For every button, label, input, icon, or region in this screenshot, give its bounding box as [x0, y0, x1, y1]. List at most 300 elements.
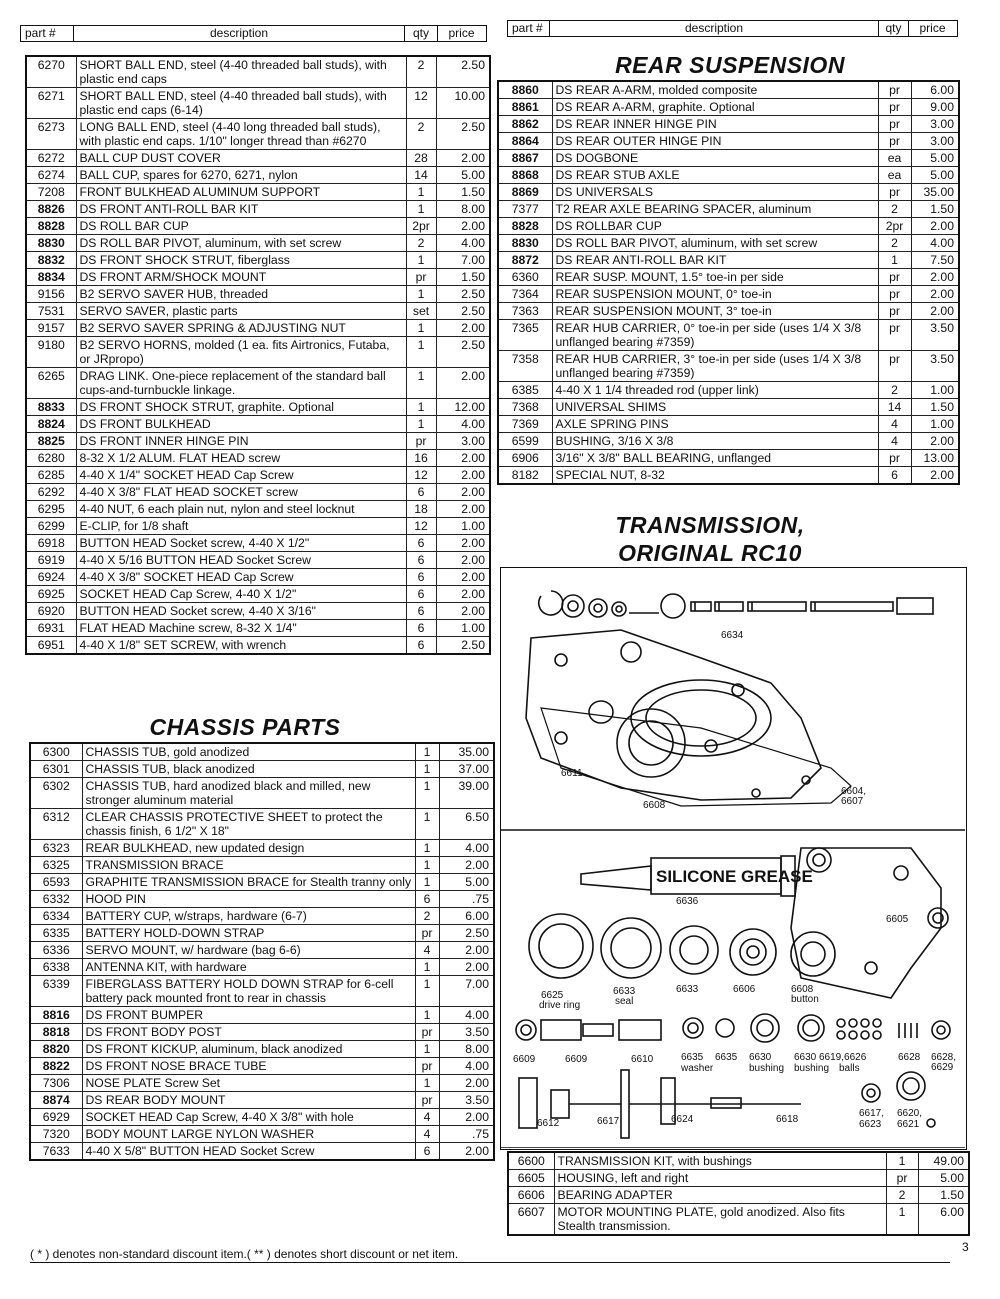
table-row	[498, 81, 959, 99]
part-number: 6273	[26, 119, 76, 150]
table-row	[498, 269, 959, 286]
description: DS FRONT BULKHEAD	[76, 416, 406, 433]
label-6617: 6617	[597, 1116, 620, 1127]
table-row	[26, 286, 490, 303]
quantity: 1	[415, 1007, 439, 1024]
description: DS FRONT ANTI-ROLL BAR KIT	[76, 201, 406, 218]
description: DS REAR OUTER HINGE PIN	[552, 133, 878, 150]
quantity: pr	[886, 1170, 918, 1187]
description: 4-40 X 1/4" SOCKET HEAD Cap Screw	[76, 467, 406, 484]
table-row	[26, 586, 490, 603]
left-column-header	[20, 25, 487, 42]
price: 3.50	[439, 1024, 494, 1041]
price: 1.00	[436, 620, 490, 637]
table-row	[498, 467, 959, 485]
part-number: 7369	[498, 416, 552, 433]
table-row	[26, 320, 490, 337]
price: 5.00	[439, 874, 494, 891]
part-number: 7320	[30, 1126, 82, 1143]
price: 3.50	[911, 320, 959, 351]
table-row	[30, 1075, 494, 1092]
price: 1.00	[911, 416, 959, 433]
table-row	[498, 416, 959, 433]
table-row	[508, 1187, 969, 1204]
table-row	[26, 269, 490, 286]
part-number: 7364	[498, 286, 552, 303]
quantity: 1	[415, 857, 439, 874]
description: BUSHING, 3/16 X 3/8	[552, 433, 878, 450]
quantity: 12	[406, 88, 436, 119]
table-row	[26, 235, 490, 252]
quantity: 1	[406, 320, 436, 337]
part-number: 6265	[26, 368, 76, 399]
description: DS UNIVERSALS	[552, 184, 878, 201]
description: BUTTON HEAD Socket screw, 4-40 X 3/16"	[76, 603, 406, 620]
part-number: 7363	[498, 303, 552, 320]
price: 39.00	[439, 778, 494, 809]
parts-table-chassis	[29, 742, 495, 1161]
table-row	[26, 518, 490, 535]
price: 2.50	[436, 286, 490, 303]
table-row	[30, 778, 494, 809]
quantity: pr	[415, 1092, 439, 1109]
table-row	[26, 337, 490, 368]
table-row	[26, 450, 490, 467]
table-row	[26, 201, 490, 218]
price: 6.50	[439, 809, 494, 840]
label-6608-button: 6608	[791, 984, 814, 995]
price: 7.00	[439, 976, 494, 1007]
description: SPECIAL NUT, 8-32	[552, 467, 878, 485]
label-6621: 6621	[897, 1119, 920, 1130]
price: 5.00	[911, 167, 959, 184]
label-bushing-b: bushing	[794, 1063, 830, 1074]
description: DS FRONT ARM/SHOCK MOUNT	[76, 269, 406, 286]
price: 4.00	[436, 235, 490, 252]
part-number: 6951	[26, 637, 76, 655]
table-row	[26, 88, 490, 119]
quantity: pr	[406, 433, 436, 450]
part-number: 6285	[26, 467, 76, 484]
header-qty: qty	[405, 26, 438, 41]
right-column-header	[507, 20, 958, 37]
quantity: 28	[406, 150, 436, 167]
part-number: 9157	[26, 320, 76, 337]
quantity: 2	[878, 382, 911, 399]
price: 1.50	[918, 1187, 969, 1204]
price: 3.00	[436, 433, 490, 450]
quantity: 2	[886, 1187, 918, 1204]
table-row	[30, 1007, 494, 1024]
price: 2.00	[436, 218, 490, 235]
description: DS ROLL BAR PIVOT, aluminum, with set screw	[76, 235, 406, 252]
price: 2.00	[439, 942, 494, 959]
table-row	[30, 942, 494, 959]
description: B2 SERVO SAVER SPRING & ADJUSTING NUT	[76, 320, 406, 337]
part-number: 6280	[26, 450, 76, 467]
price: 2.00	[911, 303, 959, 320]
description: DS FRONT NOSE BRACE TUBE	[82, 1058, 415, 1075]
quantity: 2pr	[878, 218, 911, 235]
description: B2 SERVO HORNS, molded (1 ea. fits Airtronics, Futaba, or JRpropo)	[76, 337, 406, 368]
description: 4-40 NUT, 6 each plain nut, nylon and steel locknut	[76, 501, 406, 518]
part-number: 6919	[26, 552, 76, 569]
table-row	[498, 150, 959, 167]
part-number: 8860	[498, 81, 552, 99]
label-6618: 6618	[776, 1114, 799, 1125]
quantity: 6	[406, 569, 436, 586]
price: 49.00	[918, 1152, 969, 1170]
description: HOOD PIN	[82, 891, 415, 908]
quantity: 6	[406, 603, 436, 620]
part-number: 7208	[26, 184, 76, 201]
quantity: 1	[406, 252, 436, 269]
table-row	[30, 891, 494, 908]
part-number: 6299	[26, 518, 76, 535]
part-number: 6339	[30, 976, 82, 1007]
table-row	[26, 184, 490, 201]
table-row	[30, 1126, 494, 1143]
header-part: part #	[508, 21, 550, 36]
label-6635-b: 6635	[715, 1052, 738, 1063]
label-6625: 6625	[541, 990, 564, 1001]
label-6629: 6629	[931, 1062, 954, 1073]
price: 35.00	[911, 184, 959, 201]
price: 6.00	[918, 1204, 969, 1236]
label-6605: 6605	[886, 914, 909, 925]
price: 2.50	[439, 925, 494, 942]
table-row	[26, 552, 490, 569]
price: 2.00	[439, 857, 494, 874]
quantity: 6	[406, 484, 436, 501]
part-number: 7368	[498, 399, 552, 416]
header-description: description	[74, 26, 405, 41]
description: DS DOGBONE	[552, 150, 878, 167]
description: FIBERGLASS BATTERY HOLD DOWN STRAP for 6-cell battery pack mounted front to rear in chassis	[82, 976, 415, 1007]
price: 8.00	[436, 201, 490, 218]
transmission-diagram	[500, 567, 967, 1150]
quantity: pr	[415, 925, 439, 942]
label-6612: 6612	[537, 1118, 560, 1129]
part-number: 6332	[30, 891, 82, 908]
table-row	[26, 433, 490, 450]
quantity: 1	[415, 809, 439, 840]
quantity: 1	[886, 1204, 918, 1236]
description: 4-40 X 1 1/4 threaded rod (upper link)	[552, 382, 878, 399]
part-number: 7377	[498, 201, 552, 218]
table-row	[508, 1152, 969, 1170]
description: SHORT BALL END, steel (4-40 threaded ball studs), with plastic end caps (6-14)	[76, 88, 406, 119]
part-number: 6338	[30, 959, 82, 976]
label-6619-6626: 6619,6626	[819, 1052, 867, 1063]
part-number: 6312	[30, 809, 82, 840]
price: 4.00	[436, 416, 490, 433]
quantity: pr	[878, 133, 911, 150]
description: AXLE SPRING PINS	[552, 416, 878, 433]
table-row	[26, 637, 490, 655]
description: DS FRONT BODY POST	[82, 1024, 415, 1041]
part-number: 8182	[498, 467, 552, 485]
label-6611: 6611	[561, 768, 583, 779]
part-number: 6599	[498, 433, 552, 450]
price: 2.00	[436, 368, 490, 399]
quantity: 6	[406, 637, 436, 655]
table-row	[30, 908, 494, 925]
part-number: 6906	[498, 450, 552, 467]
table-row	[26, 119, 490, 150]
description: UNIVERSAL SHIMS	[552, 399, 878, 416]
description: T2 REAR AXLE BEARING SPACER, aluminum	[552, 201, 878, 218]
price: 2.00	[436, 501, 490, 518]
quantity: 2	[878, 235, 911, 252]
table-row	[498, 303, 959, 320]
table-row	[26, 535, 490, 552]
section-title-transmission	[560, 511, 860, 567]
part-number: 6272	[26, 150, 76, 167]
part-number: 6295	[26, 501, 76, 518]
table-row	[26, 303, 490, 320]
price: .75	[439, 1126, 494, 1143]
part-number: 6607	[508, 1204, 554, 1236]
price: 2.00	[436, 320, 490, 337]
table-row	[26, 416, 490, 433]
price: 2.00	[436, 586, 490, 603]
price: 37.00	[439, 761, 494, 778]
quantity: 1	[406, 337, 436, 368]
price: 13.00	[911, 450, 959, 467]
label-6610: 6610	[631, 1054, 654, 1065]
part-number: 8816	[30, 1007, 82, 1024]
part-number: 8874	[30, 1092, 82, 1109]
quantity: pr	[878, 450, 911, 467]
part-number: 8830	[26, 235, 76, 252]
table-row	[26, 467, 490, 484]
description: DS REAR INNER HINGE PIN	[552, 116, 878, 133]
table-row	[30, 743, 494, 761]
part-number: 6360	[498, 269, 552, 286]
table-row	[30, 761, 494, 778]
table-row	[498, 167, 959, 184]
transmission-exploded-view	[501, 568, 965, 1148]
table-row	[26, 252, 490, 269]
price: 7.50	[911, 252, 959, 269]
price: 2.00	[436, 569, 490, 586]
quantity: pr	[878, 184, 911, 201]
description: DS REAR A-ARM, graphite. Optional	[552, 99, 878, 116]
label-6630-a: 6630	[749, 1052, 772, 1063]
quantity: 1	[415, 761, 439, 778]
part-number: 6925	[26, 586, 76, 603]
part-number: 8828	[498, 218, 552, 235]
table-row	[26, 484, 490, 501]
table-row	[498, 382, 959, 399]
part-number: 6931	[26, 620, 76, 637]
description: GRAPHITE TRANSMISSION BRACE for Stealth tranny only	[82, 874, 415, 891]
part-number: 8864	[498, 133, 552, 150]
table-row	[26, 603, 490, 620]
description: DS ROLL BAR PIVOT, aluminum, with set screw	[552, 235, 878, 252]
header-description: description	[550, 21, 879, 36]
quantity: 4	[878, 416, 911, 433]
page-number: 3	[962, 1240, 969, 1254]
description: DS FRONT SHOCK STRUT, fiberglass	[76, 252, 406, 269]
part-number: 7531	[26, 303, 76, 320]
description: 4-40 X 3/8" SOCKET HEAD Cap Screw	[76, 569, 406, 586]
table-row	[30, 857, 494, 874]
quantity: 6	[406, 586, 436, 603]
parts-table-front	[25, 55, 491, 655]
price: 7.00	[436, 252, 490, 269]
table-row	[498, 99, 959, 116]
quantity: ea	[878, 150, 911, 167]
part-number: 6323	[30, 840, 82, 857]
description: BATTERY CUP, w/straps, hardware (6-7)	[82, 908, 415, 925]
description: REAR SUSPENSION MOUNT, 3° toe-in	[552, 303, 878, 320]
description: REAR BULKHEAD, new updated design	[82, 840, 415, 857]
price: 2.00	[911, 218, 959, 235]
part-number: 7358	[498, 351, 552, 382]
part-number: 8826	[26, 201, 76, 218]
quantity: 12	[406, 467, 436, 484]
quantity: 4	[415, 1109, 439, 1126]
table-row	[26, 56, 490, 88]
table-row	[30, 840, 494, 857]
price: 3.00	[911, 133, 959, 150]
description: NOSE PLATE Screw Set	[82, 1075, 415, 1092]
description: 3/16" X 3/8" BALL BEARING, unflanged	[552, 450, 878, 467]
price: 6.00	[439, 908, 494, 925]
quantity: 6	[415, 1143, 439, 1161]
price: 2.00	[436, 552, 490, 569]
quantity: 6	[406, 535, 436, 552]
description: REAR SUSPENSION MOUNT, 0° toe-in	[552, 286, 878, 303]
part-number: 8820	[30, 1041, 82, 1058]
transmission-title-line1: TRANSMISSION,	[615, 512, 805, 538]
quantity: pr	[415, 1024, 439, 1041]
quantity: 2	[406, 119, 436, 150]
price: 1.00	[911, 382, 959, 399]
label-6608: 6608	[643, 800, 666, 811]
price: 3.00	[911, 116, 959, 133]
part-number: 8868	[498, 167, 552, 184]
part-number: 8832	[26, 252, 76, 269]
part-number: 6301	[30, 761, 82, 778]
description: SHORT BALL END, steel (4-40 threaded ball studs), with plastic end caps	[76, 56, 406, 88]
label-6633-seal: 6633	[613, 986, 636, 997]
price: 2.00	[911, 467, 959, 485]
label-button: button	[791, 994, 819, 1005]
table-row	[498, 320, 959, 351]
table-row	[498, 351, 959, 382]
description: SERVO SAVER, plastic parts	[76, 303, 406, 320]
quantity: pr	[878, 351, 911, 382]
table-row	[26, 399, 490, 416]
quantity: 2	[415, 908, 439, 925]
part-number: 7365	[498, 320, 552, 351]
price: 2.00	[436, 450, 490, 467]
label-6636: 6636	[676, 896, 699, 907]
part-number: 9180	[26, 337, 76, 368]
quantity: 1	[406, 399, 436, 416]
table-row	[30, 1041, 494, 1058]
quantity: 14	[406, 167, 436, 184]
price: 12.00	[436, 399, 490, 416]
part-number: 8830	[498, 235, 552, 252]
quantity: 12	[406, 518, 436, 535]
e-clip-icon	[539, 591, 563, 615]
description: DS FRONT INNER HINGE PIN	[76, 433, 406, 450]
label-6628-b: 6628,	[931, 1052, 957, 1063]
description: DS REAR ANTI-ROLL BAR KIT	[552, 252, 878, 269]
table-row	[498, 235, 959, 252]
description: BATTERY HOLD-DOWN STRAP	[82, 925, 415, 942]
price: 4.00	[439, 1058, 494, 1075]
description: REAR SUSP. MOUNT, 1.5° toe-in per side	[552, 269, 878, 286]
quantity: 2	[406, 56, 436, 88]
part-number: 9156	[26, 286, 76, 303]
description: TRANSMISSION BRACE	[82, 857, 415, 874]
description: CHASSIS TUB, black anodized	[82, 761, 415, 778]
part-number: 6606	[508, 1187, 554, 1204]
table-row	[498, 433, 959, 450]
quantity: 1	[415, 874, 439, 891]
label-6635-a: 6635	[681, 1052, 704, 1063]
part-number: 7306	[30, 1075, 82, 1092]
quantity: pr	[878, 116, 911, 133]
quantity: 1	[415, 840, 439, 857]
quantity: pr	[878, 99, 911, 116]
table-row	[498, 286, 959, 303]
section-title-rear-suspension: REAR SUSPENSION	[615, 52, 845, 78]
price: 2.50	[436, 119, 490, 150]
price: 35.00	[439, 743, 494, 761]
quantity: 2	[878, 201, 911, 218]
description: DS FRONT BUMPER	[82, 1007, 415, 1024]
quantity: 1	[878, 252, 911, 269]
description: DRAG LINK. One-piece replacement of the standard ball cups-and-turnbuckle linkage.	[76, 368, 406, 399]
description: DS REAR STUB AXLE	[552, 167, 878, 184]
price: 4.00	[911, 235, 959, 252]
price: 2.00	[436, 603, 490, 620]
description: BUTTON HEAD Socket screw, 4-40 X 1/2"	[76, 535, 406, 552]
part-number: 6335	[30, 925, 82, 942]
part-number: 8828	[26, 218, 76, 235]
part-number: 6605	[508, 1170, 554, 1187]
description: MOTOR MOUNTING PLATE, gold anodized. Also fits Stealth transmission.	[554, 1204, 886, 1236]
description: DS REAR A-ARM, molded composite	[552, 81, 878, 99]
table-row	[498, 218, 959, 235]
description: REAR HUB CARRIER, 0° toe-in per side (uses 1/4 X 3/8 unflanged bearing #7359)	[552, 320, 878, 351]
quantity: 1	[415, 778, 439, 809]
part-number: 6920	[26, 603, 76, 620]
quantity: 4	[415, 1126, 439, 1143]
price: 2.50	[436, 337, 490, 368]
header-price: price	[919, 21, 946, 35]
label-6609-a: 6609	[513, 1054, 536, 1065]
table-row	[508, 1204, 969, 1236]
quantity: 4	[415, 942, 439, 959]
table-row	[26, 218, 490, 235]
label-6624: 6624	[671, 1114, 694, 1125]
table-row	[26, 620, 490, 637]
label-6633: 6633	[676, 984, 699, 995]
price: 3.50	[439, 1092, 494, 1109]
quantity: pr	[878, 269, 911, 286]
header-price: price	[448, 26, 475, 40]
table-row	[508, 1170, 969, 1187]
price: 2.50	[436, 637, 490, 655]
quantity: pr	[415, 1058, 439, 1075]
